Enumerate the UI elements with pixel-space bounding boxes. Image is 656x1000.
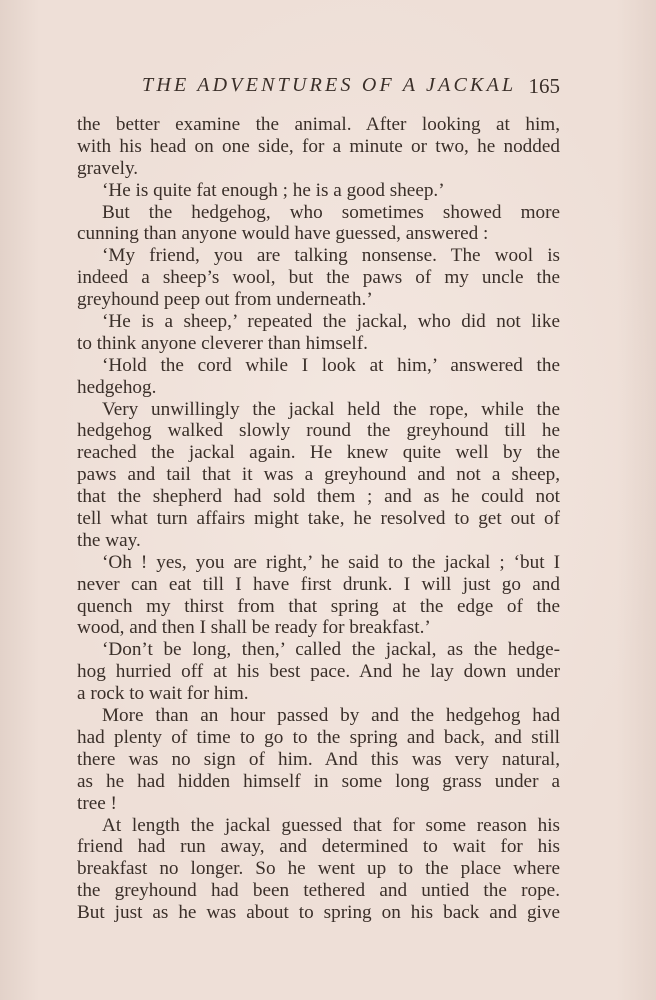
text-line: paws and tail that it was a greyhound and not a sheep, xyxy=(77,464,560,486)
text-line: ‘Hold the cord while I look at him,’ answered the xyxy=(102,354,560,376)
text-line: the way. xyxy=(77,529,141,551)
text-line: friend had run away, and determined to wait for his xyxy=(77,836,560,858)
text-line: that the shepherd had sold them ; and as he could not xyxy=(77,486,560,508)
text-line: never can eat till I have first drunk. I will just go and xyxy=(77,573,560,595)
text-line: ‘My friend, you are talking nonsense. The wool is xyxy=(102,245,560,267)
text-line: as he had hidden himself in some long grass under a xyxy=(77,770,560,792)
text-line: ‘He is a sheep,’ repeated the jackal, who did not like xyxy=(102,311,560,333)
text-line: indeed a sheep’s wool, but the paws of my uncle the xyxy=(77,267,560,289)
text-line: More than an hour passed by and the hedgehog had xyxy=(102,705,560,727)
text-line: But the hedgehog, who sometimes showed more xyxy=(102,201,560,223)
text-line: ‘He is quite fat enough ; he is a good sheep.’ xyxy=(102,179,445,201)
text-line: breakfast no longer. So he went up to the place where xyxy=(77,858,560,880)
text-line: hedgehog. xyxy=(77,376,157,398)
text-line: gravely. xyxy=(77,157,139,179)
text-line: cunning than anyone would have guessed, answered : xyxy=(77,223,489,245)
text-line: reached the jackal again. He knew quite well by the xyxy=(77,442,560,464)
text-line: there was no sign of him. And this was very natural, xyxy=(77,748,560,770)
text-line: quench my thirst from that spring at the edge of the xyxy=(77,595,560,617)
text-line: tell what turn affairs might take, he resolved to get out of xyxy=(77,508,560,530)
body-text xyxy=(77,114,560,924)
page-header xyxy=(76,74,560,102)
text-line: greyhound peep out from underneath.’ xyxy=(77,289,373,311)
text-line: with his head on one side, for a minute or two, he nodded xyxy=(77,135,560,157)
text-line: had plenty of time to go to the spring and back, and still xyxy=(77,726,560,748)
text-line: ‘Oh ! yes, you are right,’ he said to the jackal ; ‘but I xyxy=(102,551,560,573)
text-line: hedgehog walked slowly round the greyhound till he xyxy=(77,420,560,442)
text-line: tree ! xyxy=(77,792,117,814)
text-line: ‘Don’t be long, then,’ called the jackal, as the hedge- xyxy=(102,639,560,661)
text-line: But just as he was about to spring on his back and give xyxy=(77,902,560,924)
text-line: Very unwillingly the jackal held the rope, while the xyxy=(102,398,560,420)
text-line: At length the jackal guessed that for some reason his xyxy=(102,814,560,836)
text-line: hog hurried off at his best pace. And he lay down under xyxy=(77,661,560,683)
page-number: 165 xyxy=(528,74,560,98)
text-line: the greyhound had been tethered and untied the rope. xyxy=(77,880,560,902)
running-title: THE ADVENTURES OF A JACKAL xyxy=(142,74,517,96)
text-line: to think anyone cleverer than himself. xyxy=(77,332,368,354)
text-line: wood, and then I shall be ready for breakfast.’ xyxy=(77,617,431,639)
text-line: a rock to wait for him. xyxy=(77,683,249,705)
text-line: the better examine the animal. After looking at him, xyxy=(77,114,560,135)
